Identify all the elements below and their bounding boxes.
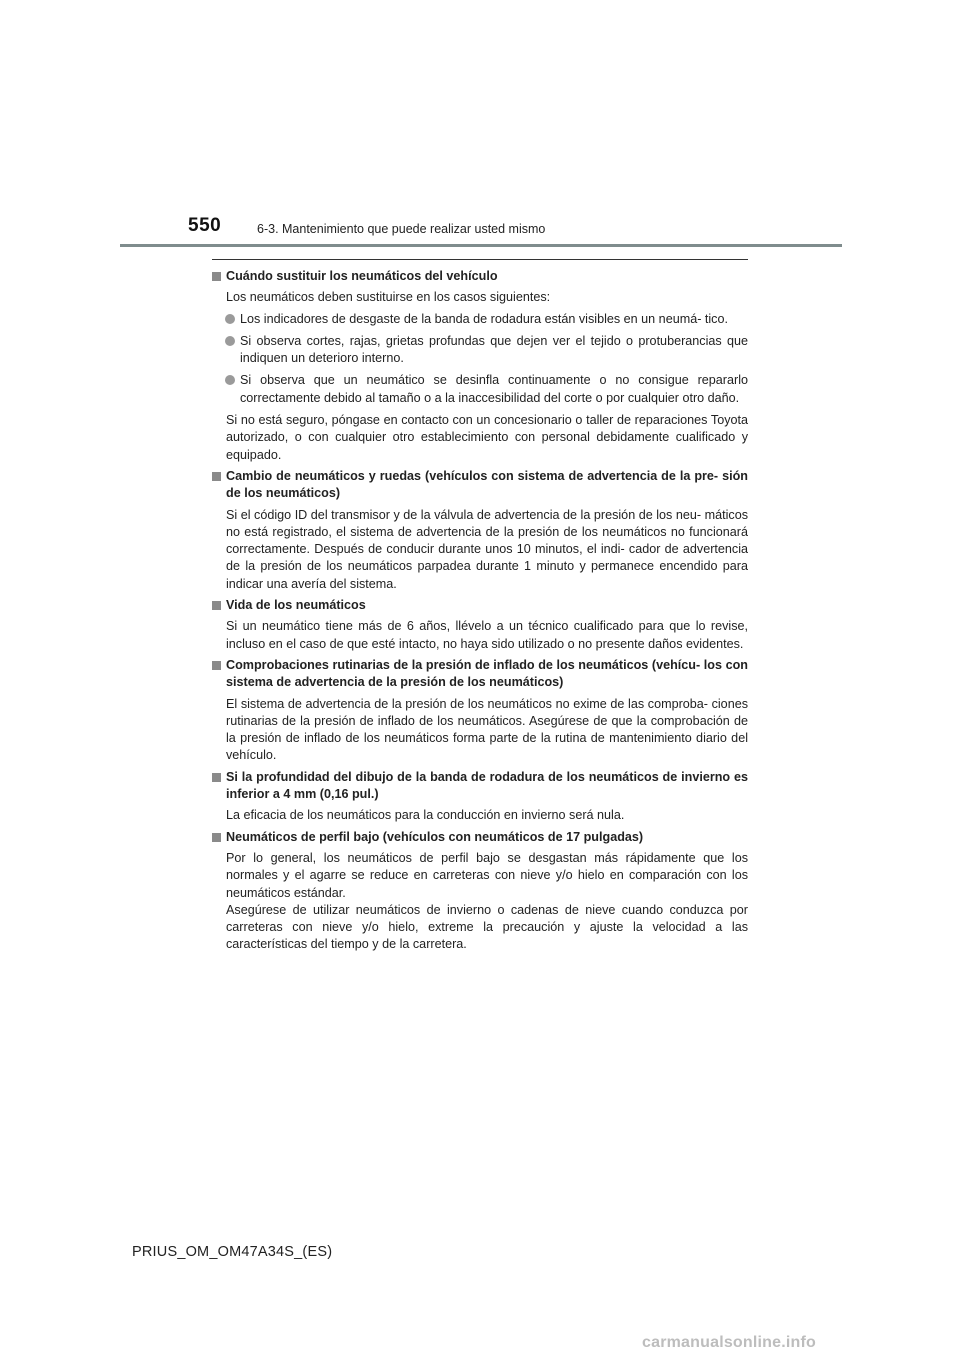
circle-bullet-icon bbox=[225, 375, 235, 385]
section-heading: Cuándo sustituir los neumáticos del vehículo bbox=[212, 268, 748, 285]
section-low-profile-tires bbox=[212, 829, 748, 954]
document-code: PRIUS_OM_OM47A34S_(ES) bbox=[132, 1244, 333, 1260]
section-heading: Comprobaciones rutinarias de la presión de inflado de los neumáticos (vehícu- los con sistema de advertencia de la presión de los neumáticos) bbox=[212, 657, 748, 692]
section-replace-tires bbox=[212, 268, 748, 464]
watermark: carmanualsonline.info bbox=[642, 1334, 817, 1351]
section-body-continued: Asegúrese de utilizar neumáticos de invierno o cadenas de nieve cuando conduzca por carreteras con nieve y/o hielo, extreme la precaución y ajuste la velocidad a las características del tiempo y de la carretera. bbox=[226, 902, 748, 952]
section-body: La eficacia de los neumáticos para la conducción en invierno será nula. bbox=[226, 808, 625, 823]
section-heading: Vida de los neumáticos bbox=[212, 597, 748, 614]
section-body: Si un neumático tiene más de 6 años, llévelo a un técnico cualificado para que lo revise, incluso en el caso de que esté intacto, no haya sido utilizado o no presente daños evidentes. bbox=[226, 619, 748, 651]
content-divider bbox=[212, 259, 748, 260]
section-pressure-checks bbox=[212, 657, 748, 765]
circle-bullet-icon bbox=[225, 336, 235, 346]
page-number: 550 bbox=[188, 215, 222, 236]
square-bullet-icon bbox=[212, 833, 221, 842]
section-intro: Los neumáticos deben sustituirse en los casos siguientes: bbox=[226, 290, 551, 305]
list-item: Los indicadores de desgaste de la banda de rodadura están visibles en un neumá- tico. bbox=[212, 311, 748, 328]
square-bullet-icon bbox=[212, 661, 221, 670]
circle-bullet-icon bbox=[225, 314, 235, 324]
page-content bbox=[212, 268, 748, 958]
square-bullet-icon bbox=[212, 601, 221, 610]
section-tire-life bbox=[212, 597, 748, 653]
section-body: Por lo general, los neumáticos de perfil bajo se desgastan más rápidamente que los normales y el agarre se reduce en carreteras con nieve y/o hielo en comparación con los neumáticos estándar. bbox=[226, 850, 748, 900]
section-title: 6-3. Mantenimiento que puede realizar usted mismo bbox=[257, 222, 546, 236]
section-note: Si no está seguro, póngase en contacto con un concesionario o taller de reparaciones Toyota autorizado, o con cualquier otro establecimiento con personal debidamente cualificado y equipado. bbox=[226, 413, 748, 462]
list-item: Si observa cortes, rajas, grietas profundas que dejen ver el tejido o protuberancias que indiquen un deterioro interno. bbox=[212, 333, 748, 368]
square-bullet-icon bbox=[212, 773, 221, 782]
section-tire-wheel-change bbox=[212, 468, 748, 593]
section-heading: Cambio de neumáticos y ruedas (vehículos con sistema de advertencia de la pre- sión de los neumáticos) bbox=[212, 468, 748, 503]
section-heading: Si la profundidad del dibujo de la banda de rodadura de los neumáticos de invierno es inferior a 4 mm (0,16 pul.) bbox=[212, 769, 748, 804]
page-header bbox=[0, 0, 960, 250]
section-body: El sistema de advertencia de la presión de los neumáticos no exime de las comproba- ciones rutinarias de la presión de inflado de los neumáticos. Asegúrese de que la comprobación de la presión de inflado de los neumáticos forma parte de la rutina de mantenimiento diario del vehículo. bbox=[226, 696, 748, 763]
section-heading: Neumáticos de perfil bajo (vehículos con neumáticos de 17 pulgadas) bbox=[212, 829, 748, 846]
list-item: Si observa que un neumático se desinfla continuamente o no consigue repararlo correctamente debido al tamaño o a la inaccesibilidad del corte o por cualquier otro daño. bbox=[212, 372, 748, 407]
square-bullet-icon bbox=[212, 272, 221, 281]
square-bullet-icon bbox=[212, 472, 221, 481]
header-divider bbox=[120, 244, 842, 247]
section-body: Si el código ID del transmisor y de la válvula de advertencia de la presión de los neu- máticos no está registrado, el sistema de advertencia de la presión de los neumáticos no funcionará correctamente. Después de conducir durante unos 10 minutos, el indi- cador de advertencia de la presión de los neumáticos parpadea durante 1 minuto y permanece encendido para indicar una avería del sistema. bbox=[226, 507, 748, 591]
section-winter-tread-depth bbox=[212, 769, 748, 825]
